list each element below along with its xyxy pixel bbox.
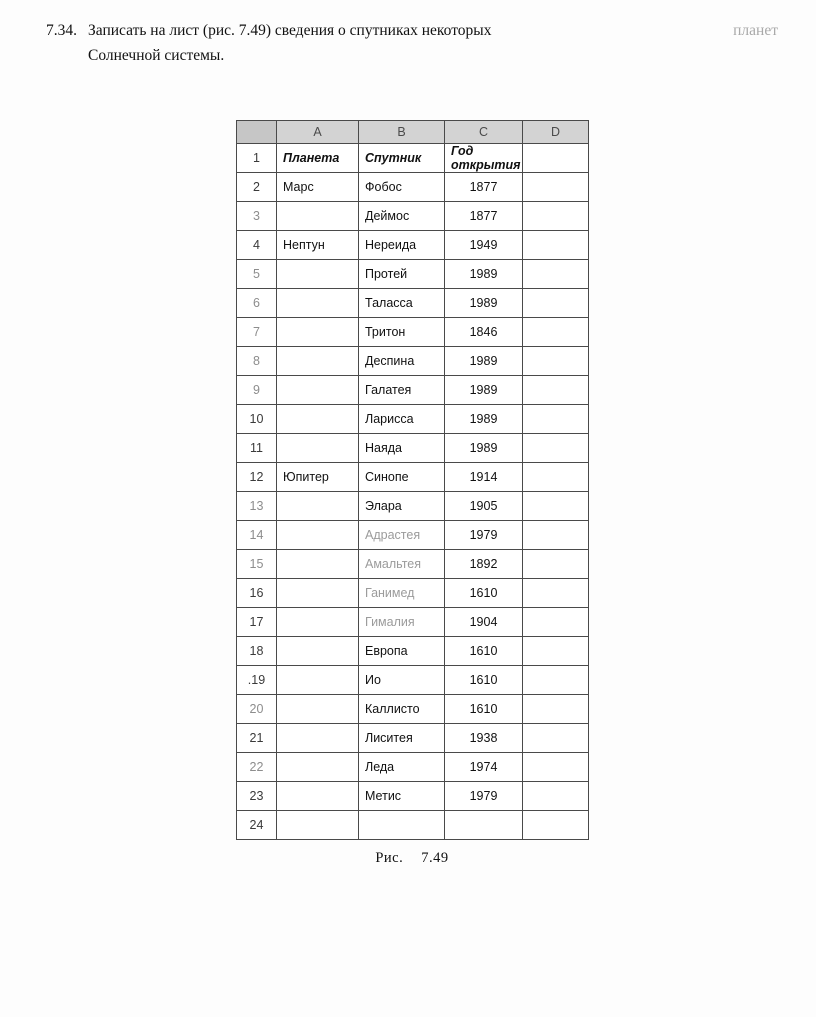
cell-planet[interactable] bbox=[277, 318, 359, 347]
cell-moon[interactable]: Европа bbox=[359, 637, 445, 666]
cell-planet[interactable] bbox=[277, 579, 359, 608]
cell-d[interactable] bbox=[523, 608, 589, 637]
table-row bbox=[237, 347, 589, 376]
cell-year[interactable]: 1989 bbox=[445, 289, 523, 318]
cell-year[interactable]: 1610 bbox=[445, 666, 523, 695]
cell-b1[interactable]: Спутник bbox=[359, 144, 445, 173]
cell-d[interactable] bbox=[523, 231, 589, 260]
row-number[interactable]: 8 bbox=[237, 347, 277, 376]
cell-year[interactable]: 1904 bbox=[445, 608, 523, 637]
cell-planet[interactable] bbox=[277, 724, 359, 753]
cell-d[interactable] bbox=[523, 579, 589, 608]
cell-a1[interactable]: Планета bbox=[277, 144, 359, 173]
row-number[interactable]: 22 bbox=[237, 753, 277, 782]
figure-spreadsheet bbox=[236, 120, 588, 867]
cell-moon[interactable]: Элара bbox=[359, 492, 445, 521]
cell-year[interactable]: 1914 bbox=[445, 463, 523, 492]
cell-moon[interactable]: Тритон bbox=[359, 318, 445, 347]
figure-caption-label: Рис. bbox=[375, 850, 404, 866]
table-row bbox=[237, 724, 589, 753]
row-number[interactable]: 16 bbox=[237, 579, 277, 608]
cell-d[interactable] bbox=[523, 318, 589, 347]
row-number[interactable]: 2 bbox=[237, 173, 277, 202]
cell-planet[interactable] bbox=[277, 637, 359, 666]
exercise-line-1 bbox=[46, 18, 786, 43]
cell-moon[interactable]: Деймос bbox=[359, 202, 445, 231]
select-all-corner[interactable] bbox=[237, 121, 277, 144]
cell-moon[interactable]: Ганимед bbox=[359, 579, 445, 608]
cell-moon[interactable]: Нереида bbox=[359, 231, 445, 260]
cell-planet[interactable] bbox=[277, 260, 359, 289]
column-header-row bbox=[237, 121, 589, 144]
table-row bbox=[237, 463, 589, 492]
row-number[interactable]: 5 bbox=[237, 260, 277, 289]
table-row bbox=[237, 260, 589, 289]
cell-planet[interactable] bbox=[277, 782, 359, 811]
cell-d[interactable] bbox=[523, 260, 589, 289]
table-row bbox=[237, 202, 589, 231]
cell-d[interactable] bbox=[523, 376, 589, 405]
cell-moon[interactable]: Таласса bbox=[359, 289, 445, 318]
cell-d[interactable] bbox=[523, 434, 589, 463]
row-number[interactable]: 18 bbox=[237, 637, 277, 666]
cell-planet[interactable] bbox=[277, 753, 359, 782]
table-row bbox=[237, 811, 589, 840]
exercise-text-part1: Записать на лист (рис. 7.49) сведения о спутниках некоторых bbox=[88, 22, 492, 39]
cell-planet[interactable] bbox=[277, 376, 359, 405]
cell-year[interactable]: 1989 bbox=[445, 347, 523, 376]
table-row bbox=[237, 173, 589, 202]
row-number[interactable]: 9 bbox=[237, 376, 277, 405]
cell-c1[interactable]: Год открытия bbox=[445, 144, 523, 173]
row-number[interactable]: 24 bbox=[237, 811, 277, 840]
cell-moon[interactable]: Лиситея bbox=[359, 724, 445, 753]
row-number[interactable]: 1 bbox=[237, 144, 277, 173]
table-row bbox=[237, 521, 589, 550]
row-number[interactable]: 6 bbox=[237, 289, 277, 318]
cell-moon[interactable]: Метис bbox=[359, 782, 445, 811]
cell-moon[interactable]: Амальтея bbox=[359, 550, 445, 579]
exercise-paragraph bbox=[46, 18, 786, 68]
cell-d[interactable] bbox=[523, 811, 589, 840]
cell-moon[interactable]: Наяда bbox=[359, 434, 445, 463]
cell-d[interactable] bbox=[523, 637, 589, 666]
figure-caption-number: 7.49 bbox=[421, 850, 449, 866]
cell-d[interactable] bbox=[523, 550, 589, 579]
cell-moon[interactable]: Синопе bbox=[359, 463, 445, 492]
cell-year[interactable]: 1938 bbox=[445, 724, 523, 753]
cell-planet[interactable] bbox=[277, 695, 359, 724]
cell-d[interactable] bbox=[523, 492, 589, 521]
cell-year[interactable]: 1979 bbox=[445, 521, 523, 550]
row-number[interactable]: 3 bbox=[237, 202, 277, 231]
cell-planet[interactable] bbox=[277, 347, 359, 376]
cell-moon[interactable]: Ларисса bbox=[359, 405, 445, 434]
cell-d[interactable] bbox=[523, 289, 589, 318]
cell-year[interactable]: 1989 bbox=[445, 434, 523, 463]
cell-d[interactable] bbox=[523, 782, 589, 811]
row-number[interactable]: .19 bbox=[237, 666, 277, 695]
cell-moon[interactable]: Деспина bbox=[359, 347, 445, 376]
column-header-a[interactable]: A bbox=[277, 121, 359, 144]
row-number[interactable]: 21 bbox=[237, 724, 277, 753]
cell-moon[interactable]: Фобос bbox=[359, 173, 445, 202]
cell-d[interactable] bbox=[523, 202, 589, 231]
cell-year[interactable]: 1979 bbox=[445, 782, 523, 811]
cell-moon[interactable]: Каллисто bbox=[359, 695, 445, 724]
cell-d[interactable] bbox=[523, 521, 589, 550]
cell-d[interactable] bbox=[523, 173, 589, 202]
table-row bbox=[237, 492, 589, 521]
table-row bbox=[237, 289, 589, 318]
cell-year[interactable]: 1974 bbox=[445, 753, 523, 782]
cell-year[interactable] bbox=[445, 811, 523, 840]
cell-d[interactable] bbox=[523, 405, 589, 434]
row-number[interactable]: 15 bbox=[237, 550, 277, 579]
cell-year[interactable]: 1905 bbox=[445, 492, 523, 521]
column-header-c[interactable]: C bbox=[445, 121, 523, 144]
row-number[interactable]: 12 bbox=[237, 463, 277, 492]
table-row bbox=[237, 550, 589, 579]
table-row bbox=[237, 144, 589, 173]
exercise-line-2: Солнечной системы. bbox=[88, 47, 225, 64]
cell-moon[interactable]: Галатея bbox=[359, 376, 445, 405]
table-row bbox=[237, 608, 589, 637]
cell-year[interactable]: 1877 bbox=[445, 173, 523, 202]
cell-year[interactable]: 1877 bbox=[445, 202, 523, 231]
row-number[interactable]: 11 bbox=[237, 434, 277, 463]
exercise-text-part2: планет bbox=[733, 22, 778, 39]
table-row bbox=[237, 318, 589, 347]
cell-planet[interactable] bbox=[277, 666, 359, 695]
table-row bbox=[237, 666, 589, 695]
cell-planet[interactable] bbox=[277, 289, 359, 318]
table-row bbox=[237, 376, 589, 405]
row-number[interactable]: 14 bbox=[237, 521, 277, 550]
table-row bbox=[237, 637, 589, 666]
cell-d[interactable] bbox=[523, 666, 589, 695]
column-header-d[interactable]: D bbox=[523, 121, 589, 144]
cell-moon[interactable]: Ио bbox=[359, 666, 445, 695]
cell-planet[interactable]: Марс bbox=[277, 173, 359, 202]
figure-caption bbox=[236, 850, 588, 867]
cell-planet[interactable]: Юпитер bbox=[277, 463, 359, 492]
cell-planet[interactable] bbox=[277, 608, 359, 637]
row-number[interactable]: 13 bbox=[237, 492, 277, 521]
cell-moon[interactable] bbox=[359, 811, 445, 840]
cell-year[interactable]: 1610 bbox=[445, 579, 523, 608]
cell-planet[interactable] bbox=[277, 811, 359, 840]
table-row bbox=[237, 434, 589, 463]
exercise-number: 7.34. bbox=[46, 22, 77, 39]
cell-moon[interactable]: Протей bbox=[359, 260, 445, 289]
cell-moon[interactable]: Леда bbox=[359, 753, 445, 782]
cell-d[interactable] bbox=[523, 724, 589, 753]
spreadsheet-table bbox=[236, 120, 589, 840]
table-row bbox=[237, 579, 589, 608]
cell-d[interactable] bbox=[523, 695, 589, 724]
row-number[interactable]: 7 bbox=[237, 318, 277, 347]
cell-year[interactable]: 1846 bbox=[445, 318, 523, 347]
cell-year[interactable]: 1989 bbox=[445, 376, 523, 405]
cell-d[interactable] bbox=[523, 347, 589, 376]
column-header-b[interactable]: B bbox=[359, 121, 445, 144]
cell-year[interactable]: 1989 bbox=[445, 405, 523, 434]
row-number[interactable]: 4 bbox=[237, 231, 277, 260]
cell-planet[interactable] bbox=[277, 202, 359, 231]
table-row bbox=[237, 405, 589, 434]
table-row bbox=[237, 753, 589, 782]
cell-year[interactable]: 1892 bbox=[445, 550, 523, 579]
cell-year[interactable]: 1989 bbox=[445, 260, 523, 289]
row-number[interactable]: 17 bbox=[237, 608, 277, 637]
cell-moon[interactable]: Гималия bbox=[359, 608, 445, 637]
cell-planet[interactable] bbox=[277, 550, 359, 579]
cell-year[interactable]: 1610 bbox=[445, 637, 523, 666]
cell-year[interactable]: 1949 bbox=[445, 231, 523, 260]
cell-planet[interactable] bbox=[277, 521, 359, 550]
row-number[interactable]: 20 bbox=[237, 695, 277, 724]
cell-planet[interactable] bbox=[277, 434, 359, 463]
row-number[interactable]: 10 bbox=[237, 405, 277, 434]
cell-planet[interactable]: Нептун bbox=[277, 231, 359, 260]
cell-planet[interactable] bbox=[277, 492, 359, 521]
table-row bbox=[237, 231, 589, 260]
table-row bbox=[237, 695, 589, 724]
cell-planet[interactable] bbox=[277, 405, 359, 434]
cell-d1[interactable] bbox=[523, 144, 589, 173]
cell-year[interactable]: 1610 bbox=[445, 695, 523, 724]
cell-d[interactable] bbox=[523, 753, 589, 782]
cell-d[interactable] bbox=[523, 463, 589, 492]
cell-moon[interactable]: Адрастея bbox=[359, 521, 445, 550]
table-row bbox=[237, 782, 589, 811]
row-number[interactable]: 23 bbox=[237, 782, 277, 811]
